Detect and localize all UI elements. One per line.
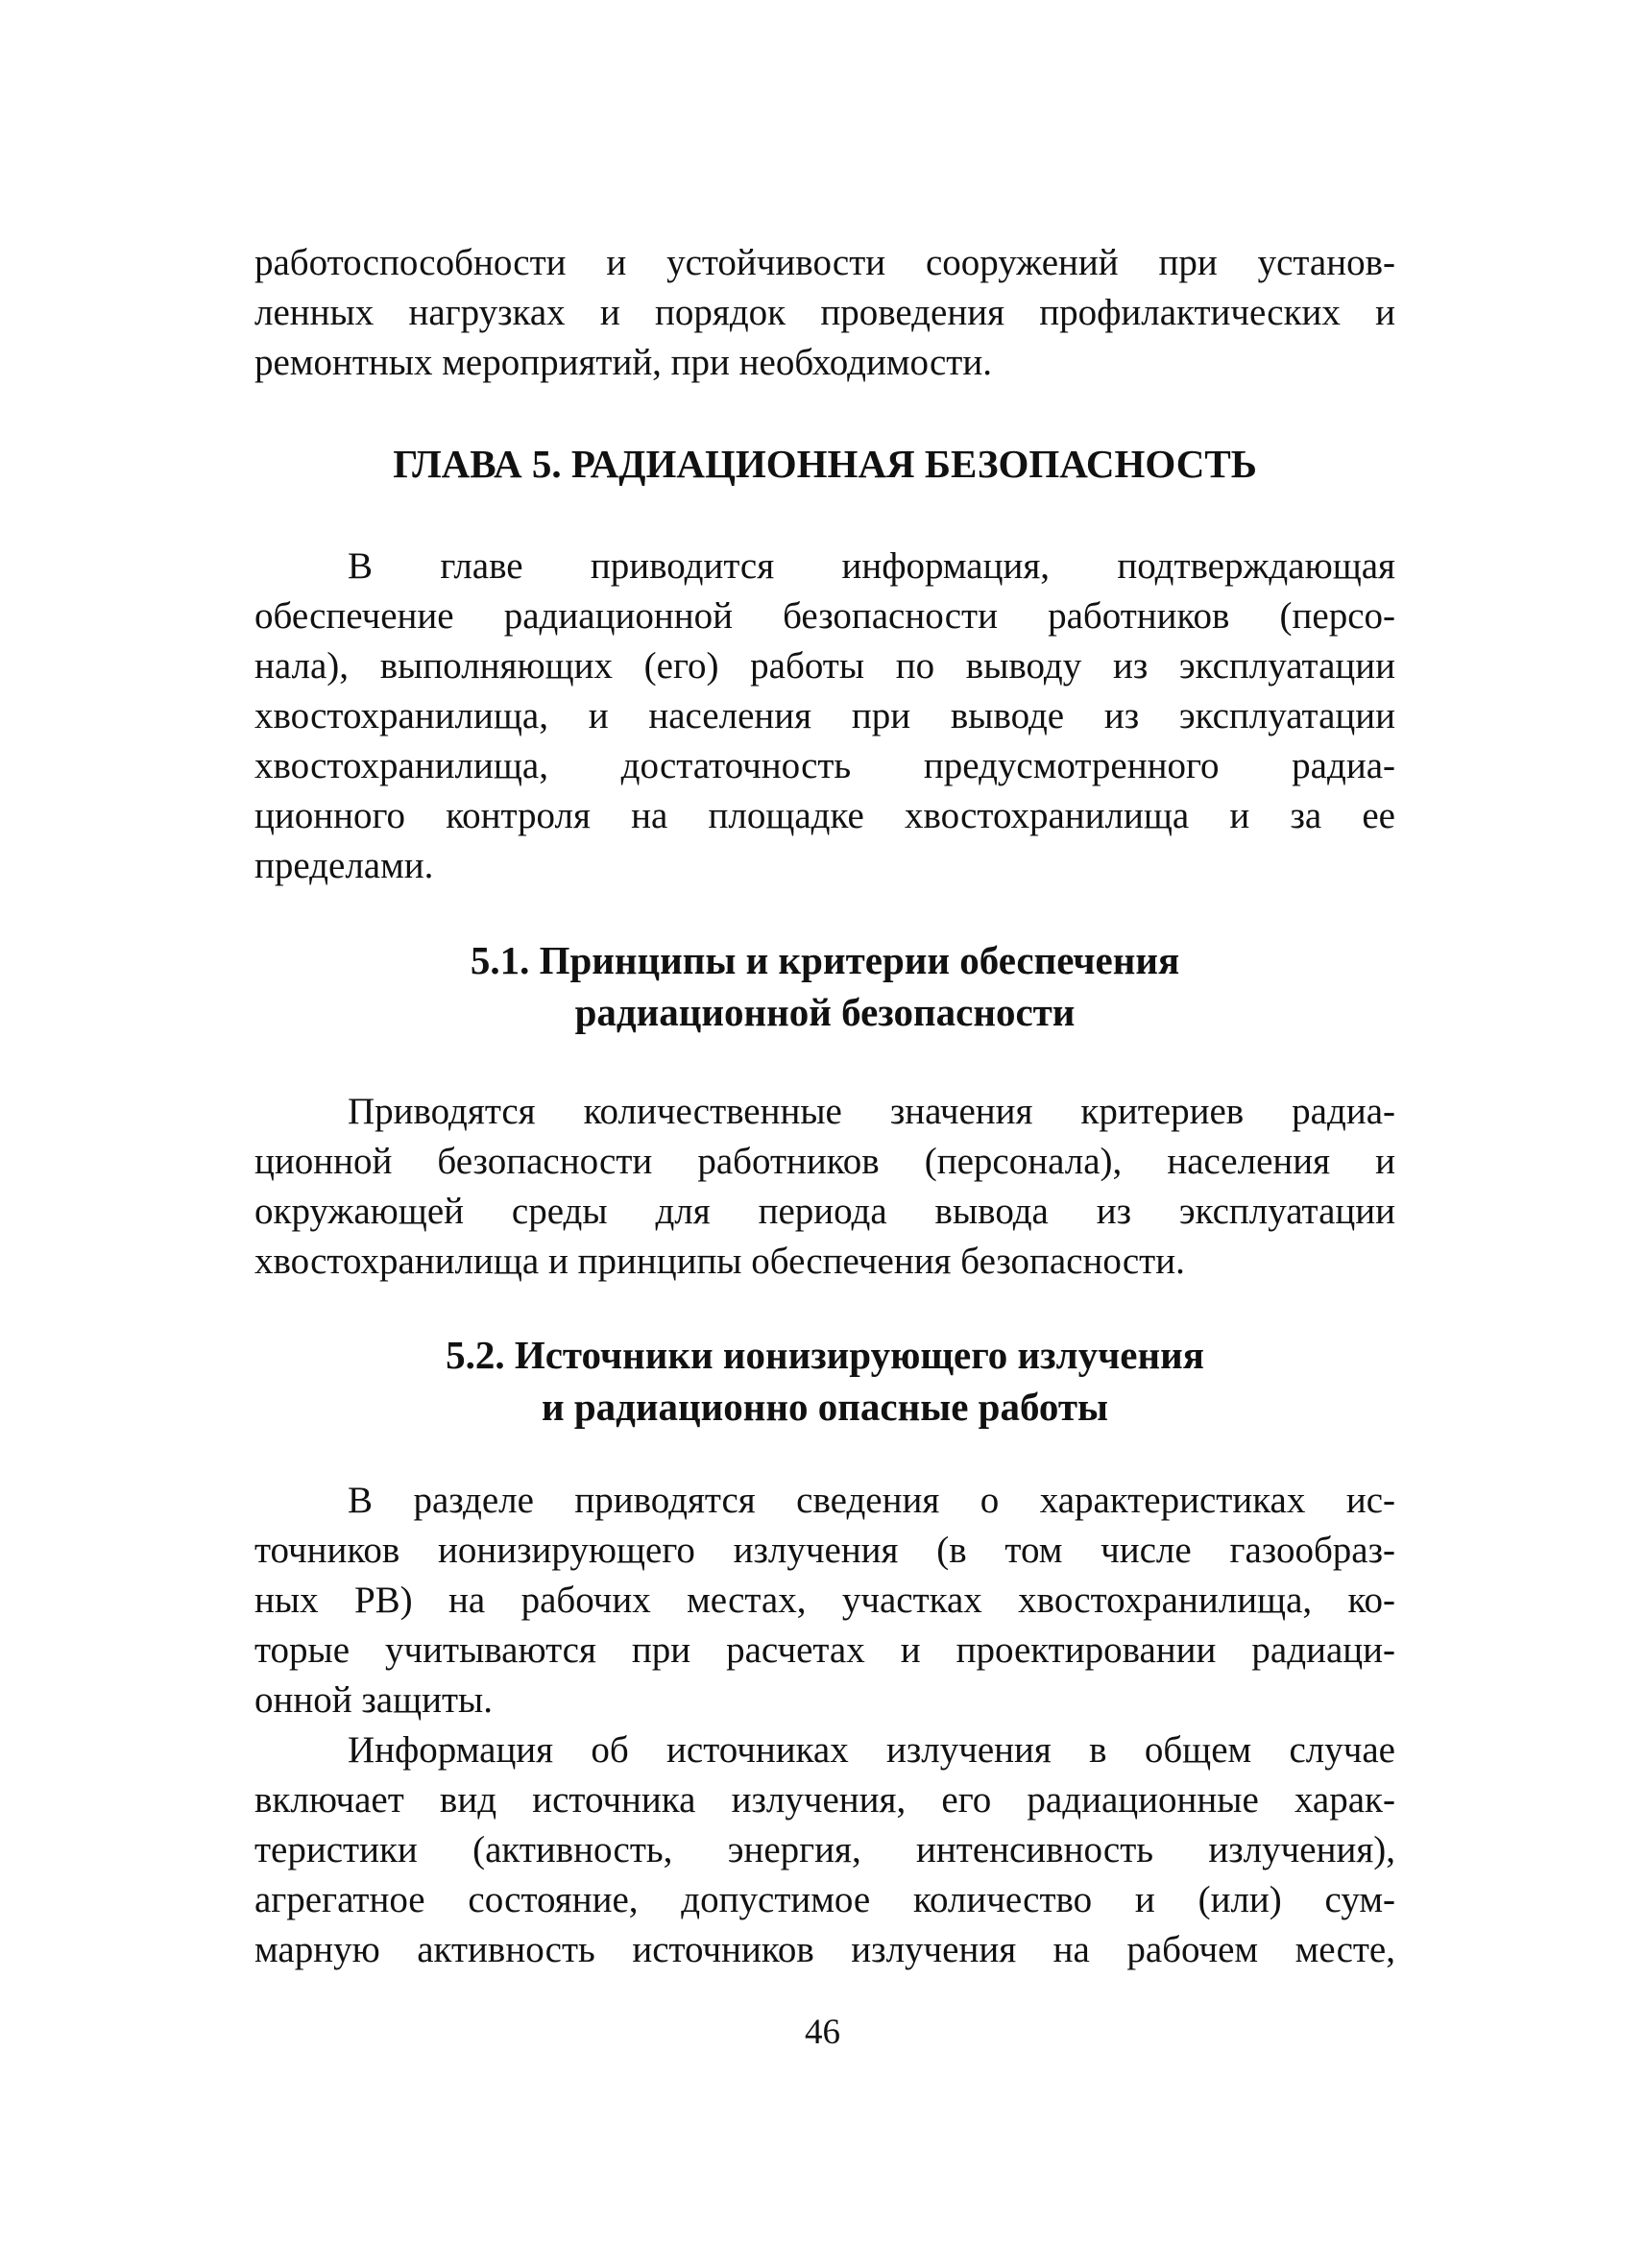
text-line: теристики (активность, энергия, интенсивность излучения), [254,1829,1395,1870]
text-line: ционной безопасности работников (персонала), населения и [254,1141,1395,1182]
section-title-line: радиационной безопасности [574,990,1076,1034]
text-line: хвостохранилища, достаточность предусмотренного радиа- [254,745,1395,786]
chapter-heading [254,438,1395,490]
text-line: включает вид источника излучения, его радиационные харак- [254,1779,1395,1821]
section-title-line: и радиационно опасные работы [541,1385,1109,1429]
intro-paragraph [254,238,1395,388]
text-line: В главе приводится информация, подтверждающая [348,545,1395,587]
text-line: окружающей среды для периода вывода из эксплуатации [254,1191,1395,1232]
text-line: торые учитываются при расчетах и проектировании радиаци- [254,1629,1395,1671]
text-line: нала), выполняющих (его) работы по выводу из эксплуатации [254,645,1395,687]
section-5-2-paragraph-1 [254,1476,1395,1725]
text-line: ных РВ) на рабочих местах, участках хвостохранилища, ко- [254,1580,1395,1621]
text-line: В разделе приводятся сведения о характеристиках ис- [348,1480,1395,1521]
section-5-1-heading [254,934,1395,1038]
text-line: Приводятся количественные значения критериев радиа- [348,1091,1395,1132]
text-line: марную активность источников излучения на рабочем месте, [254,1929,1395,1970]
text-line: ремонтных мероприятий, при необходимости. [254,342,992,383]
text-line: хвостохранилища, и населения при выводе из эксплуатации [254,695,1395,736]
text-line: хвостохранилища и принципы обеспечения безопасности. [254,1241,1185,1282]
text-line: обеспечение радиационной безопасности работников (персо- [254,595,1395,637]
text-line: онной защиты. [254,1679,493,1721]
text-line: Информация об источниках излучения в общем случае [348,1729,1395,1771]
page-number: 46 [805,2013,840,2052]
text-line: ционного контроля на площадке хвостохранилища и за ее [254,795,1395,836]
text-line: работоспособности и устойчивости сооружений при установ- [254,242,1395,283]
text-line: пределами. [254,845,434,886]
text-line: точников ионизирующего излучения (в том числе газообраз- [254,1530,1395,1571]
text-line: ленных нагрузках и порядок проведения профилактических и [254,292,1395,333]
section-5-1-paragraph [254,1087,1395,1287]
section-5-2-paragraph-2 [254,1725,1395,1975]
section-5-2-heading [254,1329,1395,1433]
text-line: агрегатное состояние, допустимое количество и (или) сум- [254,1879,1395,1920]
section-title-line: 5.2. Источники ионизирующего излучения [446,1333,1204,1377]
chapter-paragraph [254,542,1395,891]
section-title-line: 5.1. Принципы и критерии обеспечения [470,938,1180,982]
chapter-title: ГЛАВА 5. РАДИАЦИОННАЯ БЕЗОПАСНОСТЬ [393,442,1257,486]
